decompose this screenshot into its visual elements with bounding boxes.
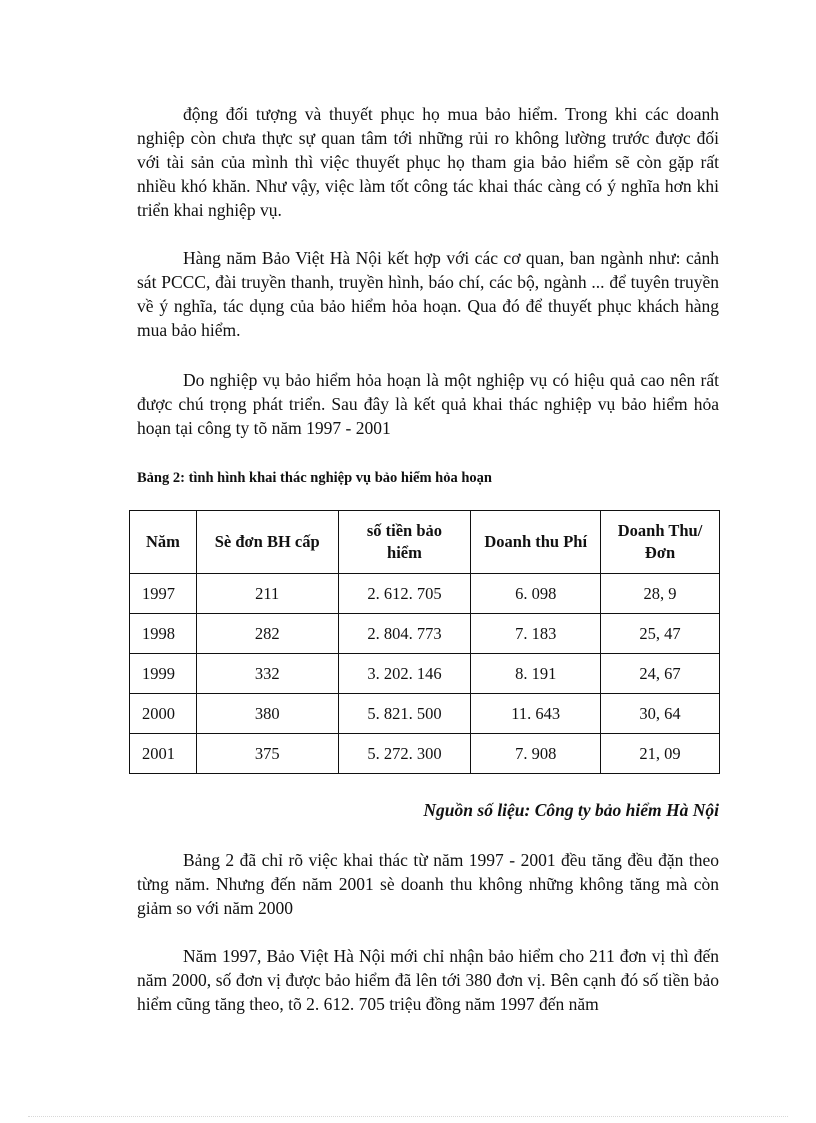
table-row <box>130 734 720 774</box>
cell-year: 2000 <box>130 694 197 734</box>
cell-policies: 375 <box>196 734 338 774</box>
cell-per-policy: 25, 47 <box>601 614 720 654</box>
cell-premium: 8. 191 <box>471 654 601 694</box>
cell-sum-insured: 2. 804. 773 <box>338 614 471 654</box>
table-header-row <box>130 511 720 574</box>
table-row <box>130 694 720 734</box>
cell-policies: 282 <box>196 614 338 654</box>
cell-policies: 211 <box>196 574 338 614</box>
cell-premium: 7. 908 <box>471 734 601 774</box>
paragraph-analysis: Bảng 2 đã chỉ rõ việc khai thác từ năm 1997 - 2001 đều tăng đều đặn theo từng năm. Nhưng đến năm 2001 sè doanh thu không những không tăng mà còn giảm so với năm 2000 <box>137 850 719 918</box>
cell-year: 1997 <box>130 574 197 614</box>
cell-sum-insured: 5. 272. 300 <box>338 734 471 774</box>
cell-policies: 332 <box>196 654 338 694</box>
cell-per-policy: 24, 67 <box>601 654 720 694</box>
header-premium: Doanh thu Phí <box>471 511 601 574</box>
cell-sum-insured: 2. 612. 705 <box>338 574 471 614</box>
header-year: Năm <box>130 511 197 574</box>
table-row <box>130 654 720 694</box>
cell-policies: 380 <box>196 694 338 734</box>
cell-per-policy: 28, 9 <box>601 574 720 614</box>
header-per-policy-label: Doanh Thu/ Đơn <box>617 521 703 562</box>
header-policies: Sè đơn BH cấp <box>196 511 338 574</box>
paragraph-intro-table: Do nghiệp vụ bảo hiểm hỏa hoạn là một nghiệp vụ có hiệu quả cao nên rất được chú trọng phát triển. Sau đây là kết quả khai thác nghiệp vụ bảo hiểm hỏa hoạn tại công ty tõ năm 1997 - 2001 <box>137 370 719 438</box>
page-bottom-divider <box>28 1116 788 1117</box>
paragraph-details: Năm 1997, Bảo Việt Hà Nội mới chỉ nhận bảo hiểm cho 211 đơn vị thì đến năm 2000, số đơn vị được bảo hiểm đã lên tới 380 đơn vị. Bên cạnh đó số tiền bảo hiểm cũng tăng theo, tõ 2. 612. 705 triệu đồng năm 1997 đến năm <box>137 946 719 1014</box>
cell-per-policy: 21, 09 <box>601 734 720 774</box>
cell-per-policy: 30, 64 <box>601 694 720 734</box>
cell-premium: 6. 098 <box>471 574 601 614</box>
cell-year: 1999 <box>130 654 197 694</box>
header-per-policy <box>601 511 720 574</box>
cell-premium: 11. 643 <box>471 694 601 734</box>
header-sum-insured <box>338 511 471 574</box>
paragraph-continuation: động đối tượng và thuyết phục họ mua bảo hiểm. Trong khi các doanh nghiệp còn chưa thực sự quan tâm tới những rủi ro không lường trước được đối với tài sản của mình thì việc thuyết phục họ tham gia bảo hiểm sẽ còn gặp rất nhiều khó khăn. Như vậy, việc làm tốt công tác khai thác càng có ý nghĩa hơn khi triển khai nghiệp vụ. <box>137 104 719 220</box>
table-source: Nguồn số liệu: Công ty bảo hiểm Hà Nội <box>423 800 719 820</box>
cell-sum-insured: 5. 821. 500 <box>338 694 471 734</box>
table-row <box>130 574 720 614</box>
cell-sum-insured: 3. 202. 146 <box>338 654 471 694</box>
cell-year: 2001 <box>130 734 197 774</box>
cell-year: 1998 <box>130 614 197 654</box>
header-sum-insured-label: số tiền bảo hiểm <box>366 521 443 562</box>
cell-premium: 7. 183 <box>471 614 601 654</box>
table-row <box>130 614 720 654</box>
table-caption: Bảng 2: tình hình khai thác nghiệp vụ bảo hiểm hỏa hoạn <box>137 470 492 486</box>
results-table <box>129 510 720 774</box>
paragraph-awareness: Hàng năm Bảo Việt Hà Nội kết hợp với các cơ quan, ban ngành như: cảnh sát PCCC, đài truyền thanh, truyền hình, báo chí, các bộ, ngành ... để tuyên truyền về ý nghĩa, tác dụng của bảo hiểm hỏa hoạn. Qua đó để thuyết phục khách hàng mua bảo hiểm. <box>137 248 719 340</box>
